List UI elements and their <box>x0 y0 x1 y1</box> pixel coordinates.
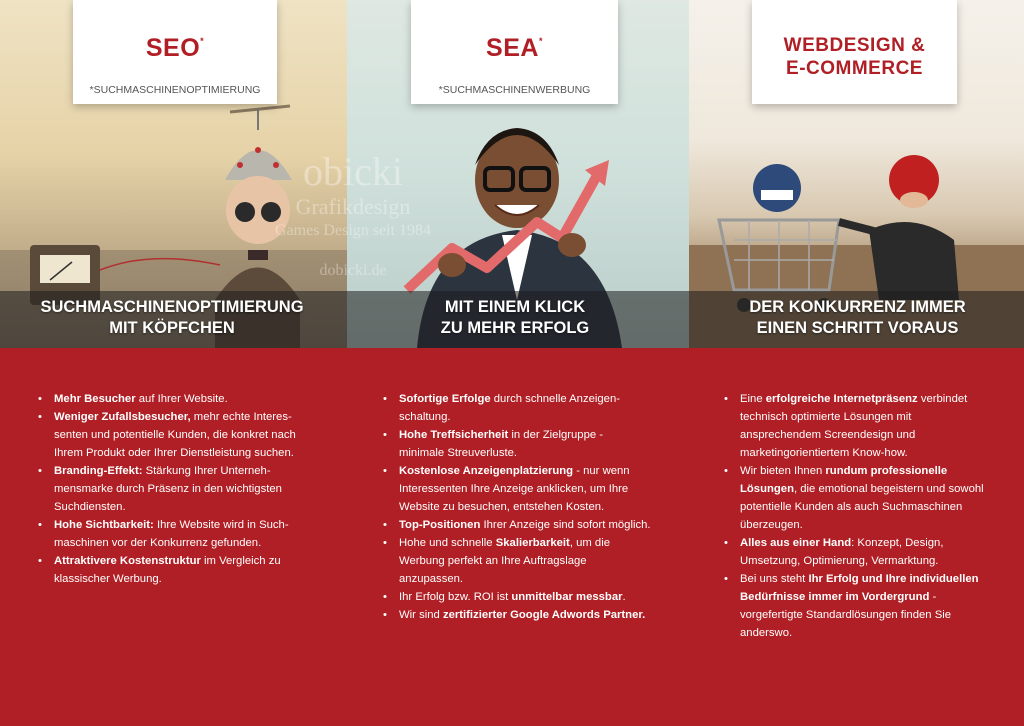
list-item-text: Hohe und schnelle <box>399 537 496 549</box>
list-item-text: mehr echte Interessenten und potentielle Kunden, die konkret nach Ihrem Produkt oder Ihrer Dienstleistung suchen. <box>54 411 296 459</box>
list-item <box>381 390 651 426</box>
list-item-text: Ihre Website wird in Suchmaschinen vor der Konkurrenz gefunden. <box>54 519 289 549</box>
watermark <box>258 150 448 282</box>
list-item <box>722 462 984 534</box>
list-item-text: - nur wenn Interessenten Ihre Anzeige anklicken, um Ihre Website zu besuchen, entstehen Kosten. <box>399 465 630 513</box>
caption-seo-line2: MIT KÖPFCHEN <box>109 319 235 337</box>
list-item-highlight: Sofortige Erfolge <box>399 393 491 405</box>
list-item-text: . <box>622 591 626 603</box>
list-item-highlight: Attraktivere Kostenstruktur <box>54 555 201 567</box>
sea-card <box>411 0 618 104</box>
watermark-line1: obicki <box>303 149 403 194</box>
list-item <box>36 462 310 516</box>
list-item-text: , um die Werbung perfekt an Ihre Auftragslage anzupassen. <box>399 537 611 585</box>
list-item-text: , die emotional begeistern und sowohl potentielle Kunden als auch Suchmaschinen überzeugen. <box>740 483 984 531</box>
caption-webdesign-line1: DER KONKURRENZ IMMER <box>749 298 966 316</box>
list-item-text: verbindet technisch optimierte Lösungen mit ansprechendem Screendesign und marketingorientiertem Know-how. <box>740 393 968 459</box>
list-item <box>381 606 651 624</box>
list-item-text: in der Zielgruppe - minimale Streuverluste. <box>399 429 604 459</box>
list-item-text: im Vergleich zu klassischer Werbung. <box>54 555 281 585</box>
webdesign-benefits <box>722 390 984 642</box>
list-item-highlight: Hohe Treffsicherheit <box>399 429 509 441</box>
list-item <box>381 462 651 516</box>
seo-title-text: SEO <box>145 34 201 62</box>
watermark-line2: Grafikdesign <box>295 194 411 219</box>
list-item-highlight: Skalierbarkeit <box>495 537 570 549</box>
sea-benefits <box>381 390 651 624</box>
list-item-text: Wir bieten Ihnen <box>740 465 826 477</box>
caption-sea <box>365 297 665 339</box>
seo-card-subtitle: *SUCHMASCHINENOPTIMIERUNG <box>89 84 261 96</box>
list-item-highlight: Hohe Sichtbarkeit: <box>54 519 154 531</box>
list-item-text: Wir sind <box>399 609 443 621</box>
webdesign-title-line1: WEBDESIGN & <box>783 35 926 56</box>
watermark-line4: dobicki.de <box>319 262 387 279</box>
list-item <box>381 516 651 534</box>
list-item-text: auf Ihrer Website. <box>135 393 228 405</box>
sea-card-title <box>411 34 618 63</box>
list-item <box>722 534 984 570</box>
seo-benefits <box>36 390 310 588</box>
list-item <box>36 408 310 462</box>
list-item-text: Ihrer Anzeige sind sofort möglich. <box>480 519 651 531</box>
caption-sea-line1: MIT EINEM KLICK <box>444 298 586 316</box>
webdesign-title-line2: E-COMMERCE <box>786 58 923 79</box>
sea-card-subtitle: *SUCHMASCHINENWERBUNG <box>438 84 591 96</box>
list-item-text: Eine <box>740 393 766 405</box>
seo-benefits-list <box>36 390 310 588</box>
sea-benefits-list <box>381 390 651 624</box>
list-item-text: : Konzept, Design, Umsetzung, Optimierung, Vermarktung. <box>740 537 944 567</box>
list-item-highlight: zertifizierter Google Adwords Partner. <box>442 609 646 621</box>
list-item <box>722 570 984 642</box>
list-item-highlight: unmittelbar messbar <box>511 591 623 603</box>
list-item-highlight: Kostenlose Anzeigenplatzierung <box>399 465 574 477</box>
list-item-highlight: Mehr Besucher <box>54 393 136 405</box>
list-item-text: Stärkung Ihrer Unternehmensmarke durch Präsenz in den wichtigsten Suchdiensten. <box>54 465 282 513</box>
hero-section <box>0 0 1024 348</box>
webdesign-card-title <box>752 34 957 80</box>
list-item-highlight: rundum professionelle Lösungen <box>740 465 948 495</box>
list-item-text: - vorgefertigte Standardlösungen finden Sie anderswo. <box>740 591 952 639</box>
list-item <box>36 390 310 408</box>
caption-seo <box>22 297 322 339</box>
watermark-line3: Games Design seit 1984 <box>275 222 431 239</box>
sea-title-text: SEA <box>486 34 539 62</box>
seo-card-title <box>73 34 277 63</box>
list-item-highlight: Weniger Zufallsbesucher, <box>54 411 191 423</box>
webdesign-benefits-list <box>722 390 984 642</box>
list-item-highlight: Top-Positionen <box>399 519 481 531</box>
caption-webdesign-line2: EINEN SCHRITT VORAUS <box>756 319 959 337</box>
list-item <box>36 552 310 588</box>
list-item <box>36 516 310 552</box>
list-item <box>381 534 651 588</box>
list-item <box>381 426 651 462</box>
list-item <box>381 588 651 606</box>
sea-title-asterisk: * <box>538 36 543 46</box>
list-item-text: durch schnelle Anzeigenschaltung. <box>399 393 621 423</box>
seo-title-asterisk: * <box>200 36 205 46</box>
list-item-highlight: erfolgreiche Internetpräsenz <box>765 393 918 405</box>
list-item-text: Bei uns steht <box>740 573 809 585</box>
list-item-highlight: Branding-Effekt: <box>54 465 143 477</box>
caption-webdesign <box>700 297 1015 339</box>
list-item-text: Ihr Erfolg bzw. ROI ist <box>399 591 512 603</box>
list-item-highlight: Ihr Erfolg und Ihre individuellen Bedürfnisse immer im Vordergrund <box>740 573 979 603</box>
webdesign-card <box>752 0 957 104</box>
list-item-highlight: Alles aus einer Hand <box>740 537 852 549</box>
list-item <box>722 390 984 462</box>
seo-card <box>73 0 277 104</box>
caption-sea-line2: ZU MEHR ERFOLG <box>440 319 590 337</box>
caption-seo-line1: SUCHMASCHINENOPTIMIERUNG <box>40 298 304 316</box>
